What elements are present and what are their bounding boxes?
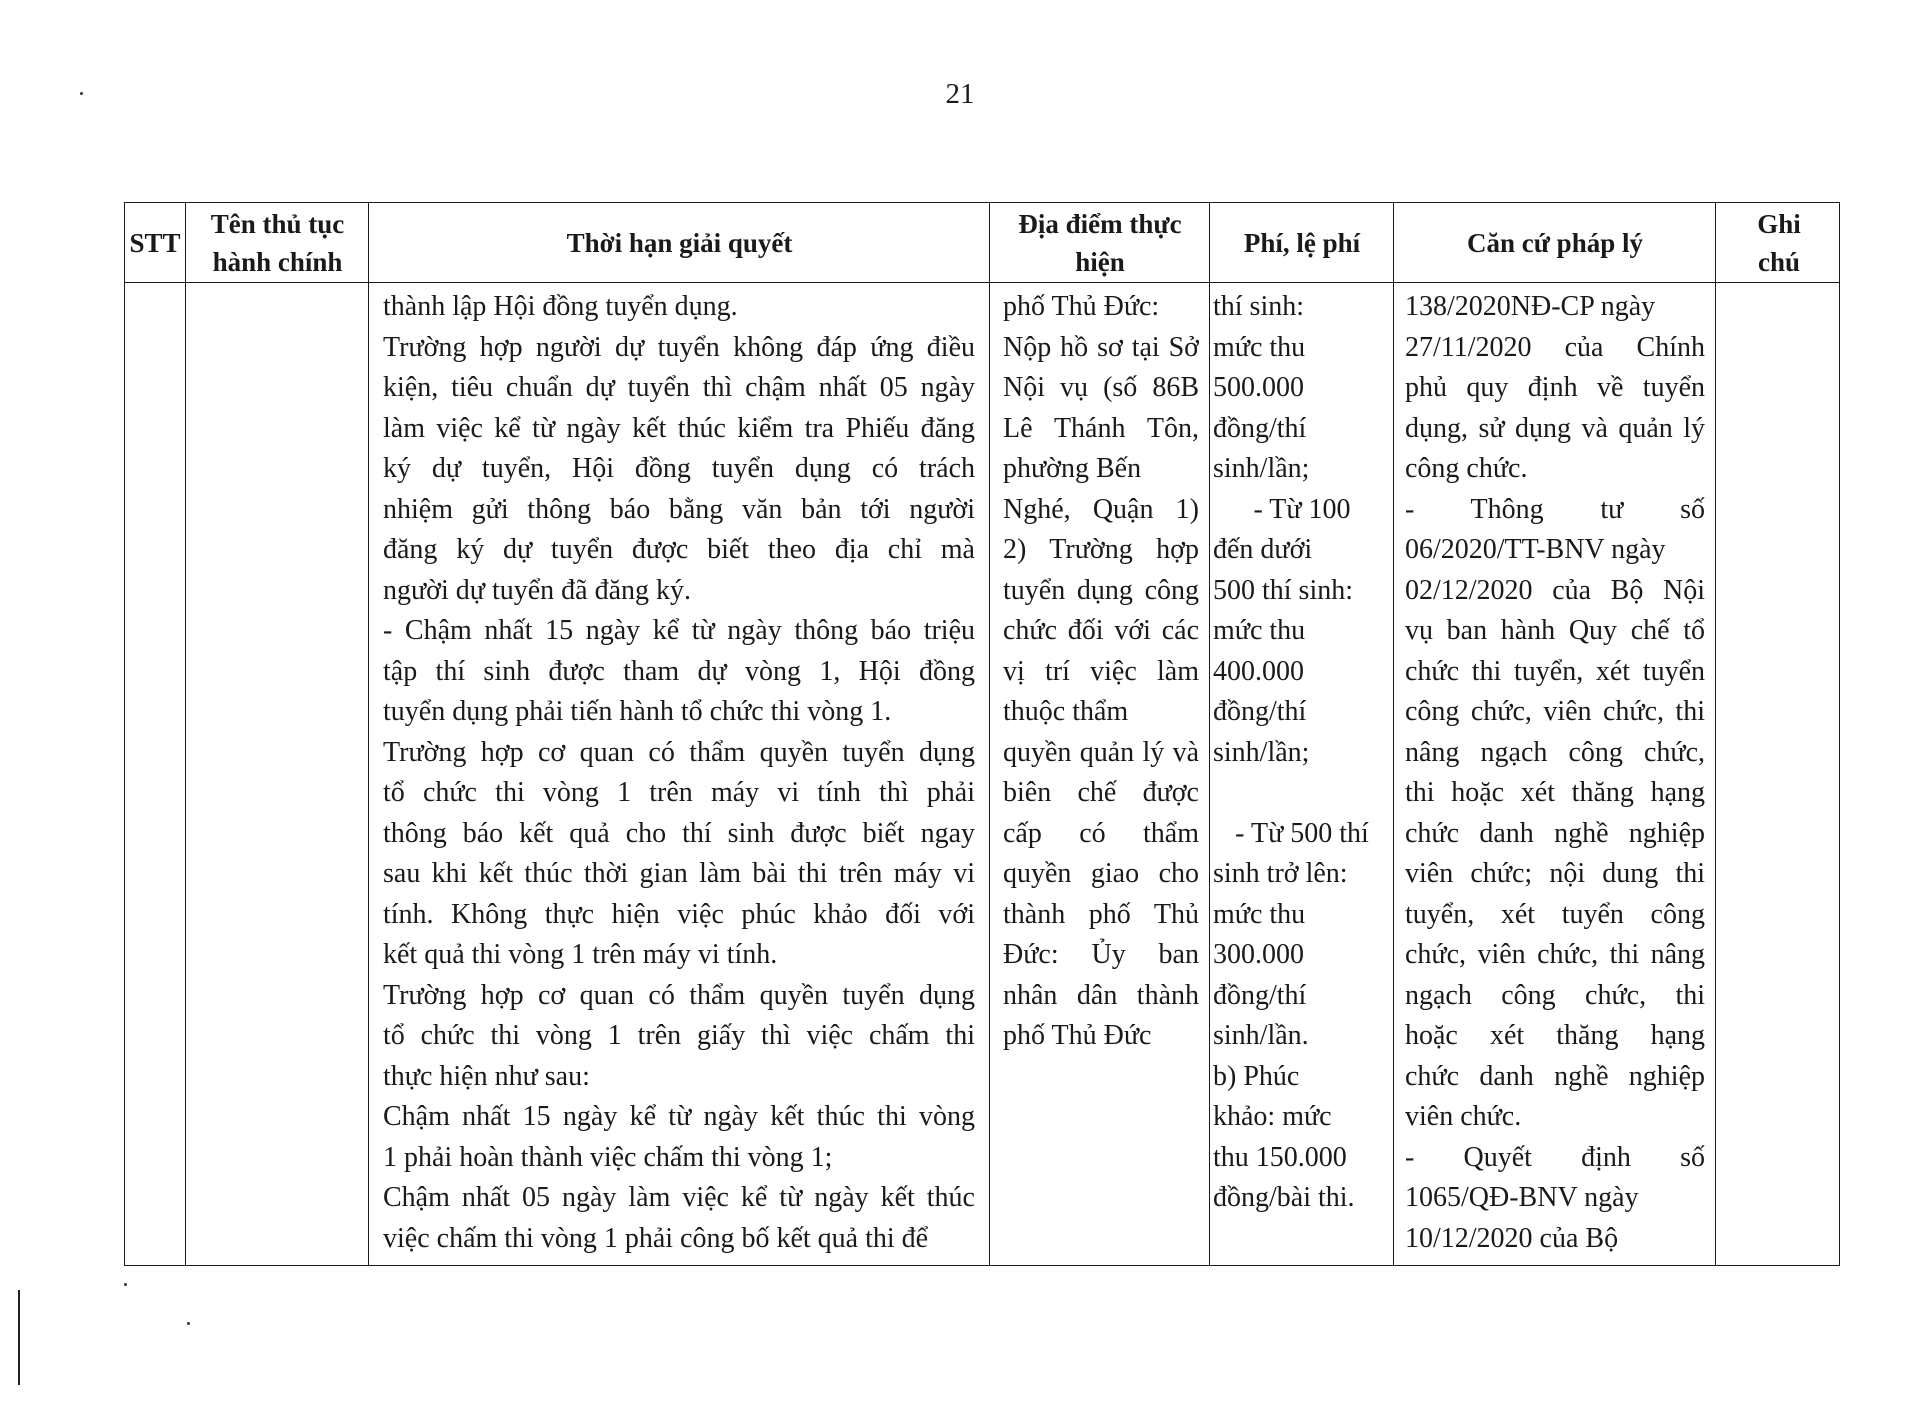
- fee-line: đồng/thí: [1213, 412, 1307, 444]
- processing-time-line: kết quả thi vòng 1 trên máy vi tính.: [383, 939, 778, 970]
- legal-basis-line: - Quyết định số: [1405, 1141, 1705, 1173]
- processing-time-line: kiện, tiêu chuẩn dự tuyển thì chậm nhất 05 ngày: [383, 372, 975, 403]
- header-notes-line: Ghi: [1757, 209, 1801, 239]
- legal-basis-line: ngạch công chức, thi: [1405, 979, 1705, 1011]
- header-fees: Phí, lệ phí: [1243, 228, 1361, 258]
- location-line: phường Bến: [1003, 453, 1142, 484]
- fee-line: b) Phúc: [1213, 1060, 1300, 1092]
- header-legal-basis: Căn cứ pháp lý: [1466, 228, 1643, 258]
- fee-line: đồng/thí: [1213, 979, 1307, 1011]
- processing-time-line: Trường hợp cơ quan có thẩm quyền tuyển dụng: [383, 736, 975, 768]
- legal-basis-line: 10/12/2020 của Bộ: [1405, 1222, 1619, 1254]
- location-line: cấp có thẩm: [1003, 817, 1199, 849]
- location-line: quyền giao cho: [1003, 858, 1199, 889]
- location-line: Lê Thánh Tôn,: [1003, 412, 1199, 444]
- processing-time-line: Chậm nhất 05 ngày làm việc kể từ ngày kết thúc: [383, 1182, 975, 1213]
- legal-basis-line: 27/11/2020 của Chính: [1405, 331, 1705, 363]
- header-notes-line: chú: [1757, 247, 1801, 277]
- header-procedure-name-line: Tên thủ tục: [210, 209, 345, 239]
- fee-line: [1213, 773, 1391, 814]
- processing-time-line: thành lập Hội đồng tuyển dụng.: [383, 291, 738, 322]
- header-stt: STT: [129, 228, 181, 258]
- legal-basis-line: viên chức.: [1405, 1101, 1522, 1132]
- fee-line: sinh/lần;: [1213, 453, 1310, 484]
- location-line: thuộc thẩm: [1003, 696, 1129, 727]
- legal-basis-line: vụ ban hành Quy chế tổ: [1405, 615, 1705, 646]
- legal-basis-line: dụng, sử dụng và quản lý: [1405, 412, 1705, 444]
- location-line: quyền quản lý và: [1003, 736, 1199, 768]
- processing-time-line: Chậm nhất 15 ngày kể từ ngày kết thúc thi vòng: [383, 1101, 975, 1132]
- processing-time-line: thông báo kết quả cho thí sinh được biết ngay: [383, 817, 975, 849]
- fee-line: khảo: mức: [1213, 1101, 1332, 1132]
- header-location: [991, 203, 1209, 283]
- legal-basis-line: chức, viên chức, thi nâng: [1405, 939, 1705, 970]
- processing-time-line: tổ chức thi vòng 1 trên máy vi tính thì phải: [383, 777, 975, 808]
- cell-location: [1003, 287, 1199, 1057]
- scan-speck: [187, 1322, 190, 1325]
- processing-time-line: - Chậm nhất 15 ngày kể từ ngày thông báo triệu: [383, 615, 975, 646]
- location-line: Nộp hồ sơ tại Sở: [1003, 331, 1199, 363]
- fee-line: đến dưới: [1213, 534, 1313, 565]
- header-procedure-name: [187, 203, 368, 283]
- legal-basis-line: công chức, viên chức, thi: [1405, 696, 1705, 727]
- legal-basis-line: chức danh nghề nghiệp: [1405, 1060, 1705, 1092]
- location-line: chức đối với các: [1003, 615, 1199, 646]
- legal-basis-line: - Thông tư số: [1405, 493, 1705, 525]
- processing-time-line: đăng ký dự tuyển được biết theo địa chỉ mà: [383, 534, 975, 565]
- legal-basis-line: 02/12/2020 của Bộ Nội: [1405, 574, 1705, 606]
- location-line: Nghé, Quận 1): [1003, 493, 1199, 525]
- processing-time-line: làm việc kể từ ngày kết thúc kiểm tra Phiếu đăng: [383, 412, 975, 444]
- location-line: Nội vụ (số 86B: [1003, 372, 1199, 403]
- processing-time-line: tuyển dụng phải tiến hành tổ chức thi vòng 1.: [383, 696, 892, 727]
- scan-speck: [124, 1283, 127, 1286]
- header-processing-time: Thời hạn giải quyết: [566, 228, 793, 258]
- processing-time-line: việc chấm thi vòng 1 phải công bố kết quả thi để: [383, 1222, 929, 1254]
- location-line: vị trí việc làm: [1003, 655, 1199, 687]
- processing-time-line: sau khi kết thúc thời gian làm bài thi trên máy vi: [383, 858, 975, 889]
- legal-basis-line: tuyển, xét tuyển công: [1405, 898, 1705, 930]
- scan-margin-line: [18, 1290, 20, 1385]
- legal-basis-line: chức thi tuyển, xét tuyển: [1405, 655, 1705, 687]
- legal-basis-line: 138/2020NĐ-CP ngày: [1405, 291, 1656, 322]
- fee-line: 300.000: [1213, 939, 1304, 970]
- location-line: tuyển dụng công: [1003, 574, 1199, 606]
- legal-basis-line: 06/2020/TT-BNV ngày: [1405, 534, 1666, 565]
- column-divider: [185, 203, 186, 1265]
- fee-line: 500 thí sinh:: [1213, 574, 1354, 606]
- processing-time-line: ký dự tuyển, Hội đồng tuyển dụng có trách: [383, 453, 975, 484]
- legal-basis-line: nâng ngạch công chức,: [1405, 736, 1705, 768]
- page-number: 21: [945, 78, 975, 110]
- column-divider: [989, 203, 990, 1265]
- legal-basis-line: chức danh nghề nghiệp: [1405, 817, 1705, 849]
- fee-line: - Từ 100: [1253, 493, 1351, 525]
- column-divider: [368, 203, 369, 1265]
- processing-time-line: tập thí sinh được tham dự vòng 1, Hội đồng: [383, 655, 975, 687]
- fee-line: sinh/lần.: [1213, 1020, 1309, 1051]
- fee-line: đồng/bài thi.: [1213, 1182, 1355, 1213]
- location-line: nhân dân thành: [1003, 979, 1199, 1011]
- column-divider: [1393, 203, 1394, 1265]
- cell-legal-basis: [1405, 287, 1705, 1259]
- header-notes: [1717, 203, 1841, 283]
- header-procedure-name-line: hành chính: [212, 247, 343, 277]
- fee-line: mức thu: [1213, 898, 1306, 930]
- processing-time-line: tổ chức thi vòng 1 trên giấy thì việc chấm thi: [383, 1020, 975, 1051]
- location-line: thành phố Thủ: [1003, 898, 1199, 930]
- header-location-line: Địa điểm thực: [1018, 209, 1182, 239]
- cell-fees: [1213, 287, 1391, 1219]
- scan-speck: [80, 92, 83, 95]
- location-line: 2) Trường hợp: [1003, 534, 1199, 565]
- fee-line: - Từ 500 thí: [1235, 817, 1369, 849]
- processing-time-line: 1 phải hoàn thành việc chấm thi vòng 1;: [383, 1141, 833, 1173]
- procedure-table: [124, 202, 1840, 1266]
- legal-basis-line: 1065/QĐ-BNV ngày: [1405, 1182, 1639, 1213]
- location-line: Đức: Ủy ban: [1003, 939, 1199, 970]
- legal-basis-line: hoặc xét thăng hạng: [1405, 1020, 1705, 1051]
- fee-line: đồng/thí: [1213, 696, 1307, 727]
- legal-basis-line: thi hoặc xét thăng hạng: [1405, 777, 1705, 808]
- column-divider: [1715, 203, 1716, 1265]
- fee-line: thí sinh:: [1213, 291, 1305, 322]
- fee-line: 400.000: [1213, 655, 1304, 687]
- legal-basis-line: công chức.: [1405, 453, 1528, 484]
- fee-line: mức thu: [1213, 615, 1306, 646]
- processing-time-line: Trường hợp người dự tuyển không đáp ứng điều: [383, 331, 975, 363]
- processing-time-line: tính. Không thực hiện việc phúc khảo đối với: [383, 898, 975, 930]
- column-divider: [1209, 203, 1210, 1265]
- location-line: phố Thủ Đức: [1003, 1020, 1152, 1051]
- location-line: biên chế được: [1003, 777, 1199, 808]
- fee-line: sinh/lần;: [1213, 736, 1310, 768]
- processing-time-line: Trường hợp cơ quan có thẩm quyền tuyển dụng: [383, 979, 975, 1011]
- fee-line: mức thu: [1213, 331, 1306, 363]
- fee-line: 500.000: [1213, 372, 1304, 403]
- cell-processing-time: [383, 287, 975, 1259]
- processing-time-line: thực hiện như sau:: [383, 1060, 590, 1092]
- location-line: phố Thủ Đức:: [1003, 291, 1160, 322]
- header-location-line: hiện: [1075, 247, 1125, 277]
- fee-line: thu 150.000: [1213, 1141, 1347, 1173]
- legal-basis-line: viên chức; nội dung thi: [1405, 858, 1705, 889]
- fee-line: sinh trở lên:: [1213, 858, 1348, 889]
- processing-time-line: người dự tuyển đã đăng ký.: [383, 574, 691, 606]
- legal-basis-line: phủ quy định về tuyển: [1405, 372, 1705, 403]
- processing-time-line: nhiệm gửi thông báo bằng văn bản tới người: [383, 493, 975, 525]
